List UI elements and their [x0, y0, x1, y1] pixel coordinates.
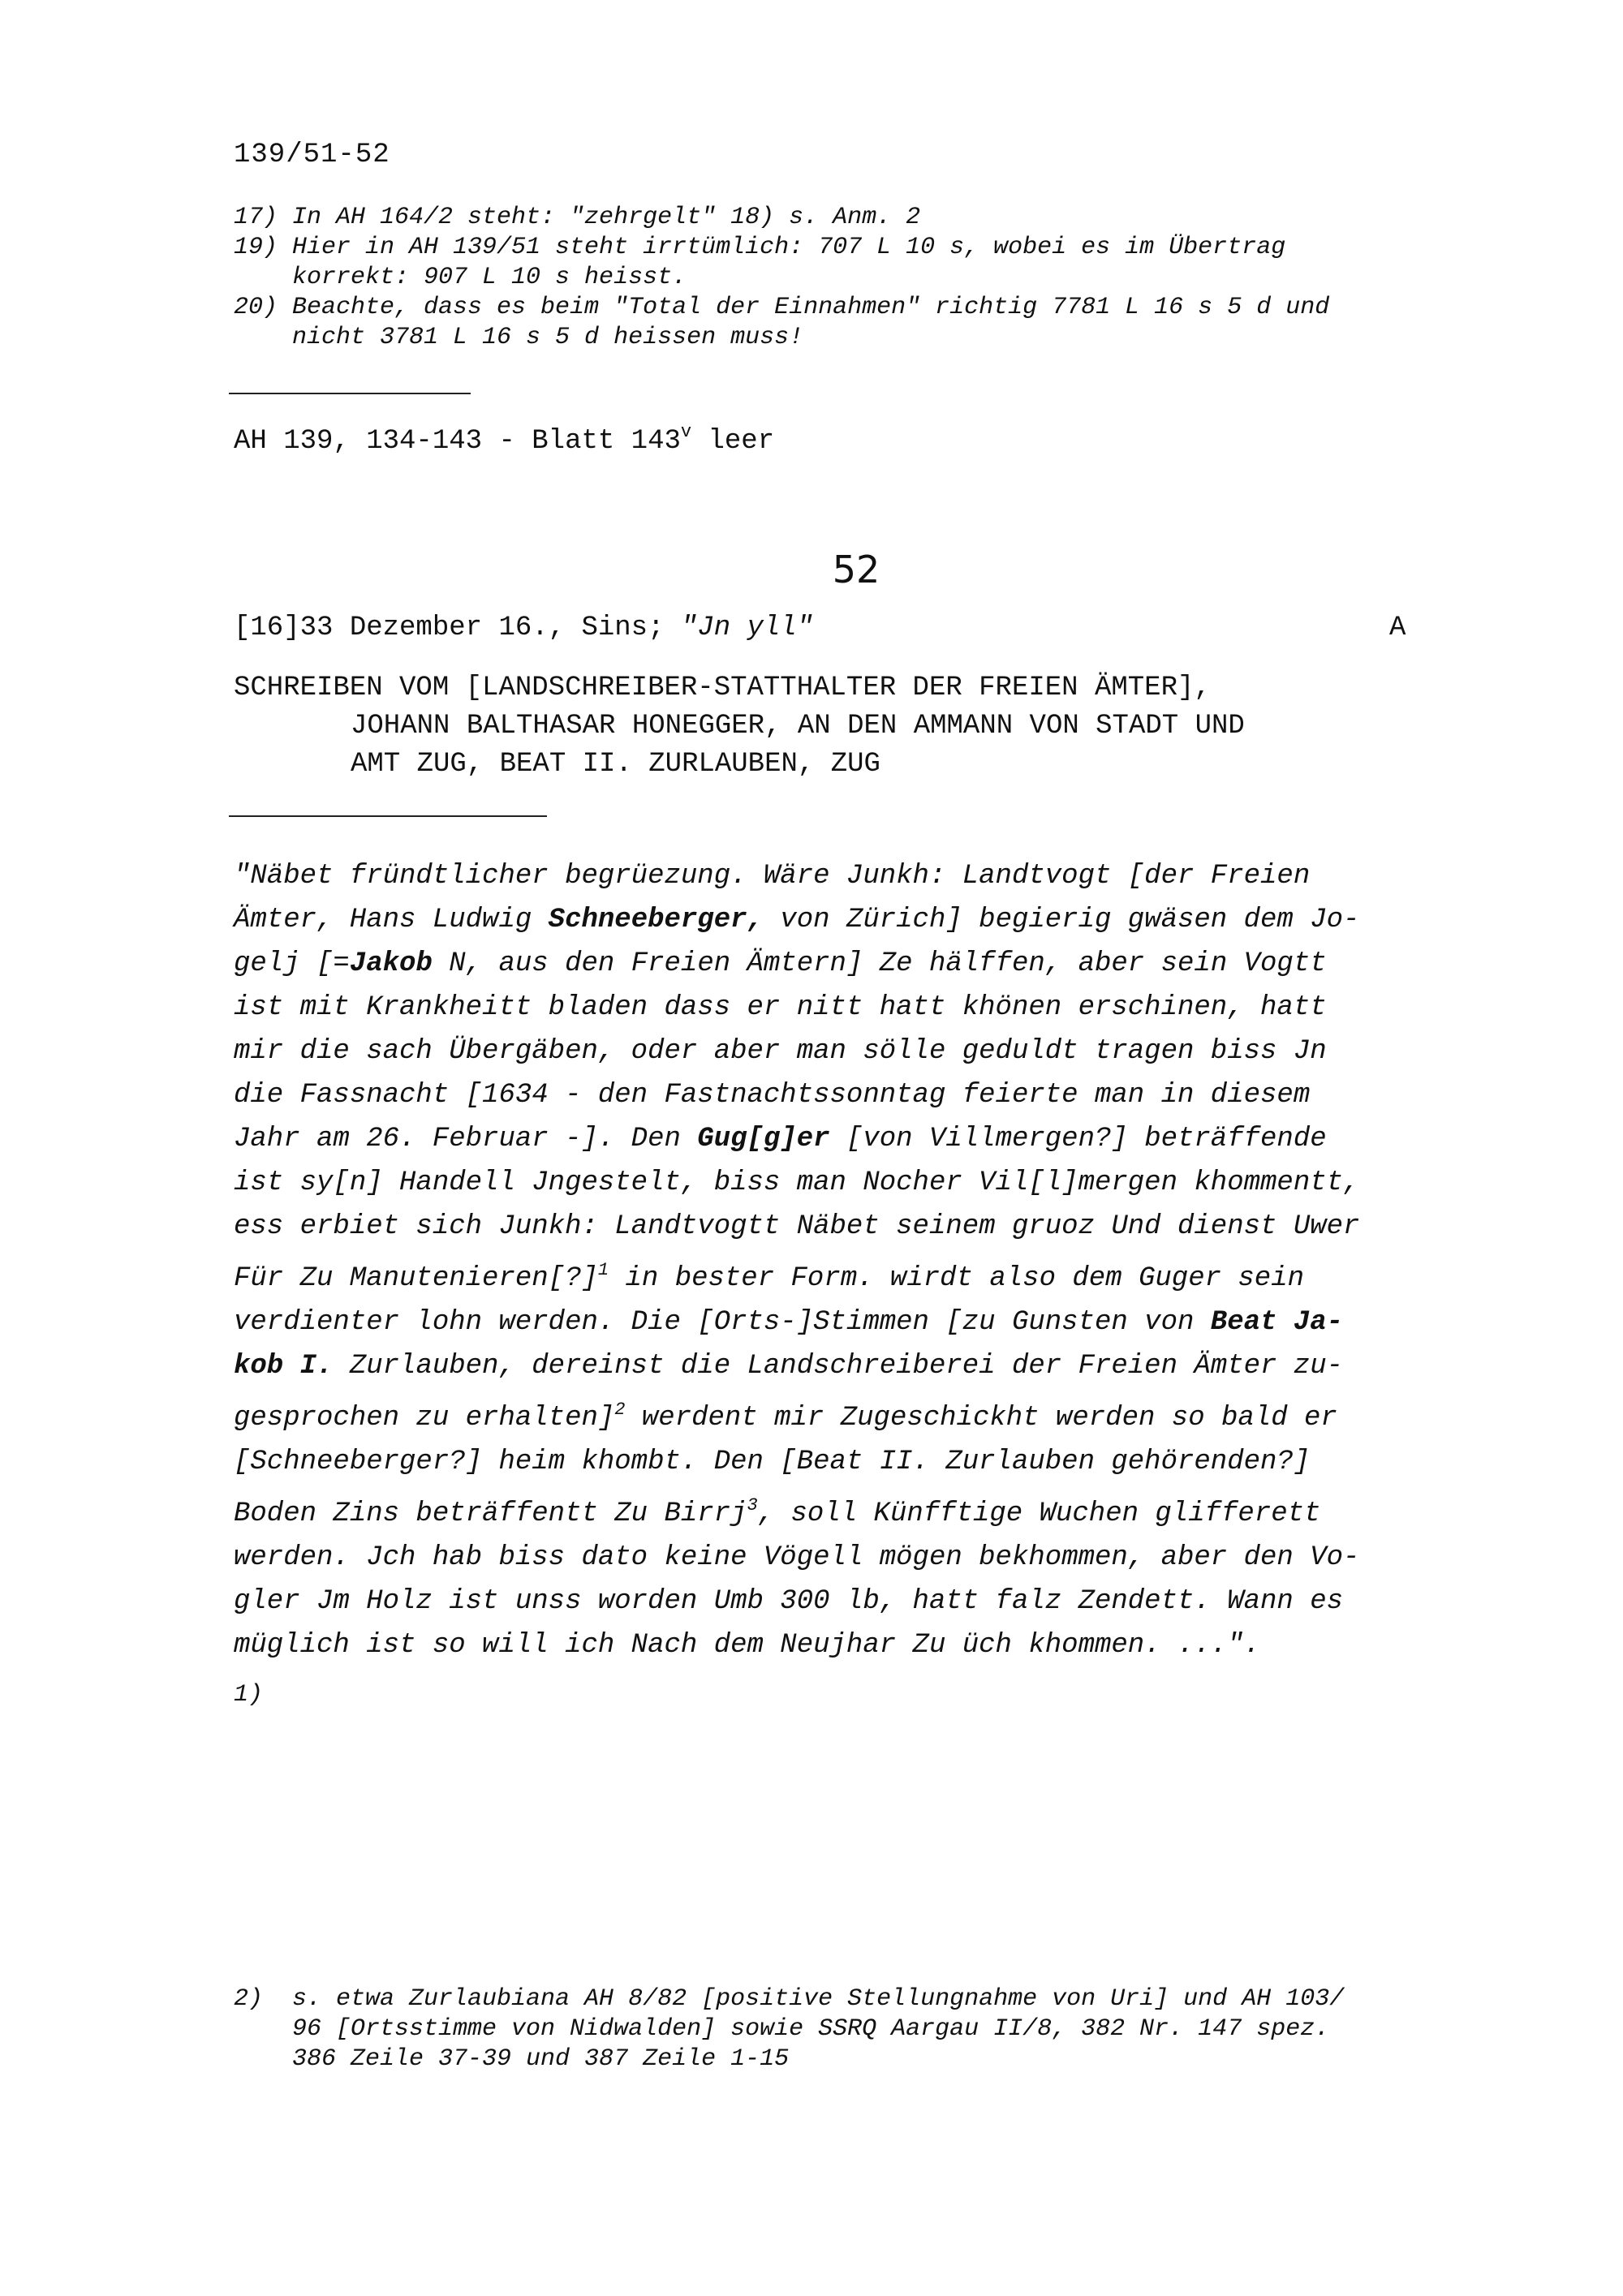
- body-line: Für Zu Manutenieren[?]$^1$ in bester Form. wirdt also dem Guger sein: [234, 1260, 1305, 1294]
- body-line: kob I. Zurlauben, dereinst die Landschreiberei der Freien Ämter zu-: [234, 1351, 1344, 1382]
- footnote-text: 386 Zeile 37-39 und 387 Zeile 1-15: [292, 2045, 790, 2073]
- footnote-text: s. etwa Zurlaubiana AH 8/82 [positive Stellungnahme von Uri] und AH 103/: [292, 1985, 1345, 2013]
- date-place: [16]33 Dezember 16., Sins;: [234, 613, 681, 643]
- heading-line: AMT ZUG, BEAT II. ZURLAUBEN, ZUG: [351, 749, 880, 780]
- date-place-line: [234, 613, 813, 643]
- body-line: gesprochen zu erhalten]$^2$ werdent mir Zugeschickht werden so bald er: [234, 1400, 1337, 1434]
- body-line: ess erbiet sich Junkh: Landtvogtt Näbet seinem gruoz Und dienst Uwer: [234, 1211, 1360, 1242]
- heading-line: SCHREIBEN VOM [LANDSCHREIBER-STATTHALTER DER FREIEN ÄMTER],: [234, 673, 1211, 703]
- footnote-text: 96 [Ortsstimme von Nidwalden] sowie SSRQ Aargau II/8, 382 Nr. 147 spez.: [292, 2015, 1330, 2043]
- footnote-text: Beachte, dass es beim "Total der Einnahmen" richtig 7781 L 16 s 5 d und: [292, 294, 1330, 321]
- bold-name: Schneeberger,: [548, 905, 764, 935]
- divider: [229, 393, 471, 394]
- footnote-text: korrekt: 907 L 10 s heisst.: [292, 264, 687, 291]
- source-superscript: v: [680, 422, 692, 442]
- footnote-text: Hier in AH 139/51 steht irrtümlich: 707 L 10 s, wobei es im Übertrag: [292, 234, 1286, 261]
- divider: [229, 815, 547, 817]
- body-line: Ämter, Hans Ludwig Schneeberger, von Zürich] begierig gwäsen dem Jo-: [234, 905, 1360, 935]
- footnote-marker: 3: [747, 1495, 758, 1516]
- footnote-number: 20): [234, 294, 278, 321]
- body-line: verdienter lohn werden. Die [Orts-]Stimmen [zu Gunsten von Beat Ja-: [234, 1307, 1344, 1338]
- document-number: 52: [832, 548, 880, 591]
- body-line: mir die sach Übergäben, oder aber man sölle geduldt tragen biss Jn: [234, 1036, 1327, 1067]
- bold-name: Jakob: [349, 948, 433, 979]
- footnotes-top: [234, 203, 1500, 365]
- footnote-number: 17): [234, 204, 278, 231]
- footnote-number: 2): [234, 1985, 264, 2013]
- bold-name: kob I.: [234, 1351, 334, 1382]
- body-line: müglich ist so will ich Nach dem Neujhar Zu üch khommen. ...".: [234, 1630, 1261, 1661]
- footnote-number: 19): [234, 234, 278, 261]
- footnote-text: In AH 164/2 steht: "zehrgelt" 18) s. Anm. 2: [292, 204, 921, 231]
- footnote-text: nicht 3781 L 16 s 5 d heissen muss!: [292, 324, 804, 351]
- date-quote: "Jn yll": [680, 613, 814, 643]
- body-line: Boden Zins beträffentt Zu Birrj$^3$, soll Künfftige Wuchen glifferett: [234, 1495, 1321, 1529]
- body-line: werden. Jch hab biss dato keine Vögell mögen bekhommen, aber den Vo-: [234, 1542, 1360, 1573]
- footnote-2: [234, 1984, 1500, 2090]
- document-heading: [234, 669, 1245, 784]
- body-line: [Schneeberger?] heim khombt. Den [Beat II. Zurlauben gehörenden?]: [234, 1447, 1311, 1477]
- source-suffix: leer: [691, 426, 775, 457]
- letter-body: [234, 854, 1500, 1667]
- footnote-marker: 1: [597, 1260, 609, 1280]
- body-line: ist mit Krankheitt bladen dass er nitt hatt khönen erschinen, hatt: [234, 992, 1327, 1023]
- body-line: Jahr am 26. Februar -]. Den Gug[g]er [von Villmergen?] beträffende: [234, 1124, 1327, 1154]
- footnote-marker: 2: [614, 1400, 626, 1420]
- page-reference: 139/51-52: [234, 140, 390, 170]
- bold-name: Gug[g]er: [697, 1124, 830, 1154]
- document-letter: A: [1389, 613, 1406, 643]
- body-line: "Näbet fründtlicher begrüezung. Wäre Junkh: Landtvogt [der Freien: [234, 861, 1311, 892]
- footnote-1: 1): [234, 1681, 264, 1709]
- bold-name: Beat Ja-: [1210, 1307, 1344, 1338]
- body-line: ist sy[n] Handell Jngestelt, biss man Nocher Vil[l]mergen khommentt,: [234, 1167, 1360, 1198]
- source-reference: [234, 422, 774, 457]
- source-text: AH 139, 134-143 - Blatt 143: [234, 426, 681, 457]
- body-line: gelj [=Jakob N, aus den Freien Ämtern] Ze hälffen, aber sein Vogtt: [234, 948, 1327, 979]
- body-line: die Fassnacht [1634 - den Fastnachtssonntag feierte man in diesem: [234, 1080, 1311, 1111]
- body-line: gler Jm Holz ist unss worden Umb 300 lb, hatt falz Zendett. Wann es: [234, 1586, 1344, 1617]
- heading-line: JOHANN BALTHASAR HONEGGER, AN DEN AMMANN VON STADT UND: [351, 711, 1245, 742]
